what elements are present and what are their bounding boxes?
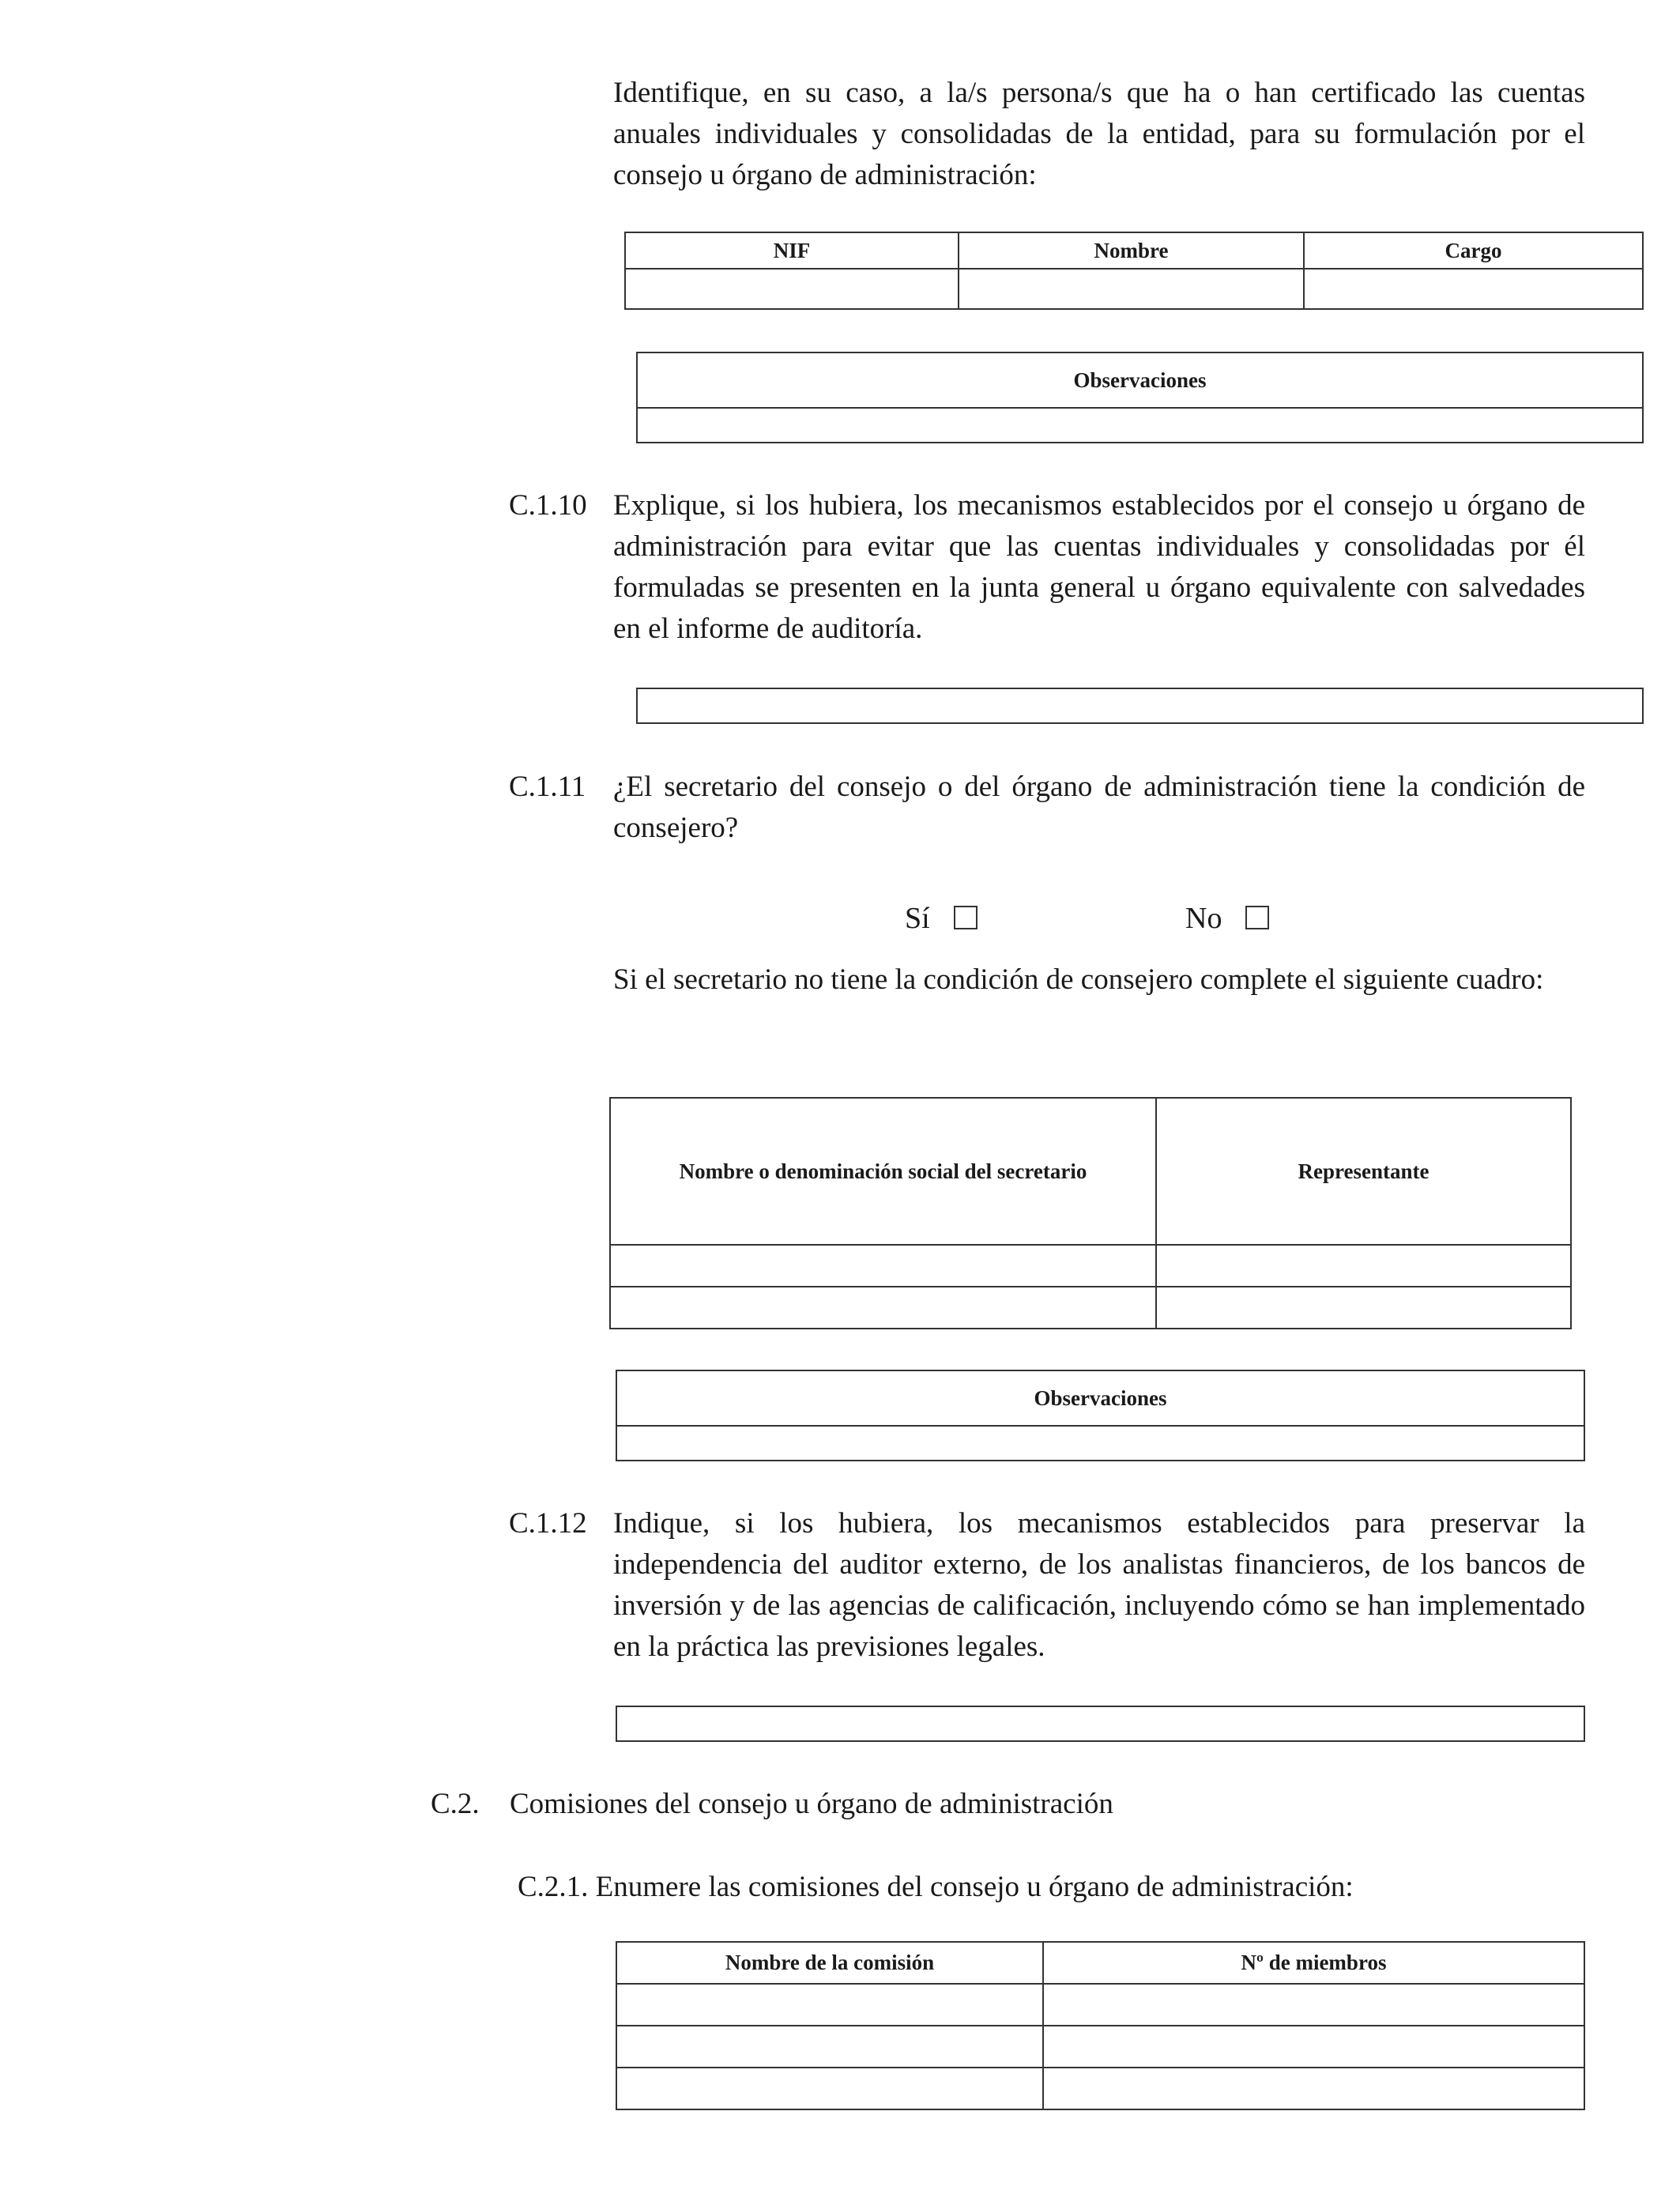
cell-representante[interactable]	[1156, 1287, 1571, 1329]
observaciones-header: Observaciones	[616, 1370, 1584, 1426]
c1-10-answer-box[interactable]	[636, 688, 1644, 724]
c1-11-question: ¿El secretario del consejo o del órgano de administración tiene la condición de consejero?	[613, 771, 1585, 844]
intro-paragraph: Identifique, en su caso, a la/s persona/s que ha o han certificado las cuentas anuales individuales y consolidadas de la entidad, para su formulación por el consejo u órgano de administración:	[613, 77, 1585, 191]
cell-nombre-secretario[interactable]	[610, 1245, 1156, 1287]
cell-cargo[interactable]	[1304, 269, 1643, 309]
c1-10-question: Explique, si los hubiera, los mecanismos establecidos por el consejo u órgano de administración para evitar que las cuentas individuales y consolidadas por él formuladas se presenten en la junta general u órgano equivalente con salvedades en el informe de auditoría.	[613, 489, 1585, 645]
cell-num-miembros[interactable]	[1043, 2026, 1584, 2068]
cell-nombre-comision[interactable]	[616, 2026, 1043, 2068]
cell-nif[interactable]	[625, 269, 959, 309]
cell-nombre-comision[interactable]	[616, 2068, 1043, 2109]
header-representante: Representante	[1156, 1098, 1571, 1245]
observaciones-field[interactable]	[637, 408, 1643, 443]
c1-12-answer-box[interactable]	[616, 1706, 1585, 1742]
header-nombre: Nombre	[959, 232, 1304, 269]
section-number: C.1.11	[509, 771, 586, 803]
comisiones-table	[616, 1941, 1585, 2110]
section-number: C.1.12	[509, 1507, 587, 1540]
observaciones-header: Observaciones	[637, 352, 1643, 408]
c1-12-question: Indique, si los hubiera, los mecanismos establecidos para preservar la independencia del auditor externo, de los analistas financieros, de los bancos de inversión y de las agencias de calificación, incluyendo cómo se han implementado en la práctica las previsiones legales.	[613, 1507, 1585, 1663]
cell-nombre-comision[interactable]	[616, 1984, 1043, 2026]
no-checkbox[interactable]	[1245, 906, 1269, 929]
c1-11-followup: Si el secretario no tiene la condición de consejero complete el siguiente cuadro:	[613, 963, 1544, 996]
yes-label: Sí	[905, 902, 930, 935]
section-number: C.1.10	[509, 489, 587, 522]
header-nombre-comision: Nombre de la comisión	[616, 1942, 1043, 1984]
cell-representante[interactable]	[1156, 1245, 1571, 1287]
secretario-table	[609, 1097, 1572, 1329]
observaciones-table-1	[636, 352, 1644, 443]
header-nif: NIF	[625, 232, 959, 269]
cell-nombre[interactable]	[959, 269, 1304, 309]
cell-num-miembros[interactable]	[1043, 1984, 1584, 2026]
section-number: C.2.	[431, 1788, 480, 1820]
yes-checkbox[interactable]	[954, 906, 977, 929]
header-cargo: Cargo	[1304, 232, 1643, 269]
c2-1-question: C.2.1. Enumere las comisiones del consejo u órgano de administración:	[518, 1871, 1354, 1903]
header-nombre-secretario: Nombre o denominación social del secretario	[610, 1098, 1156, 1245]
c2-title: Comisiones del consejo u órgano de administración	[510, 1788, 1113, 1820]
header-num-miembros: Nº de miembros	[1043, 1942, 1584, 1984]
cell-nombre-secretario[interactable]	[610, 1287, 1156, 1329]
no-option[interactable]	[1185, 901, 1269, 936]
cell-num-miembros[interactable]	[1043, 2068, 1584, 2109]
certifiers-table	[624, 232, 1644, 310]
observaciones-table-2	[616, 1370, 1585, 1461]
observaciones-field[interactable]	[616, 1426, 1584, 1461]
yes-option[interactable]	[905, 901, 977, 936]
no-label: No	[1185, 902, 1222, 935]
